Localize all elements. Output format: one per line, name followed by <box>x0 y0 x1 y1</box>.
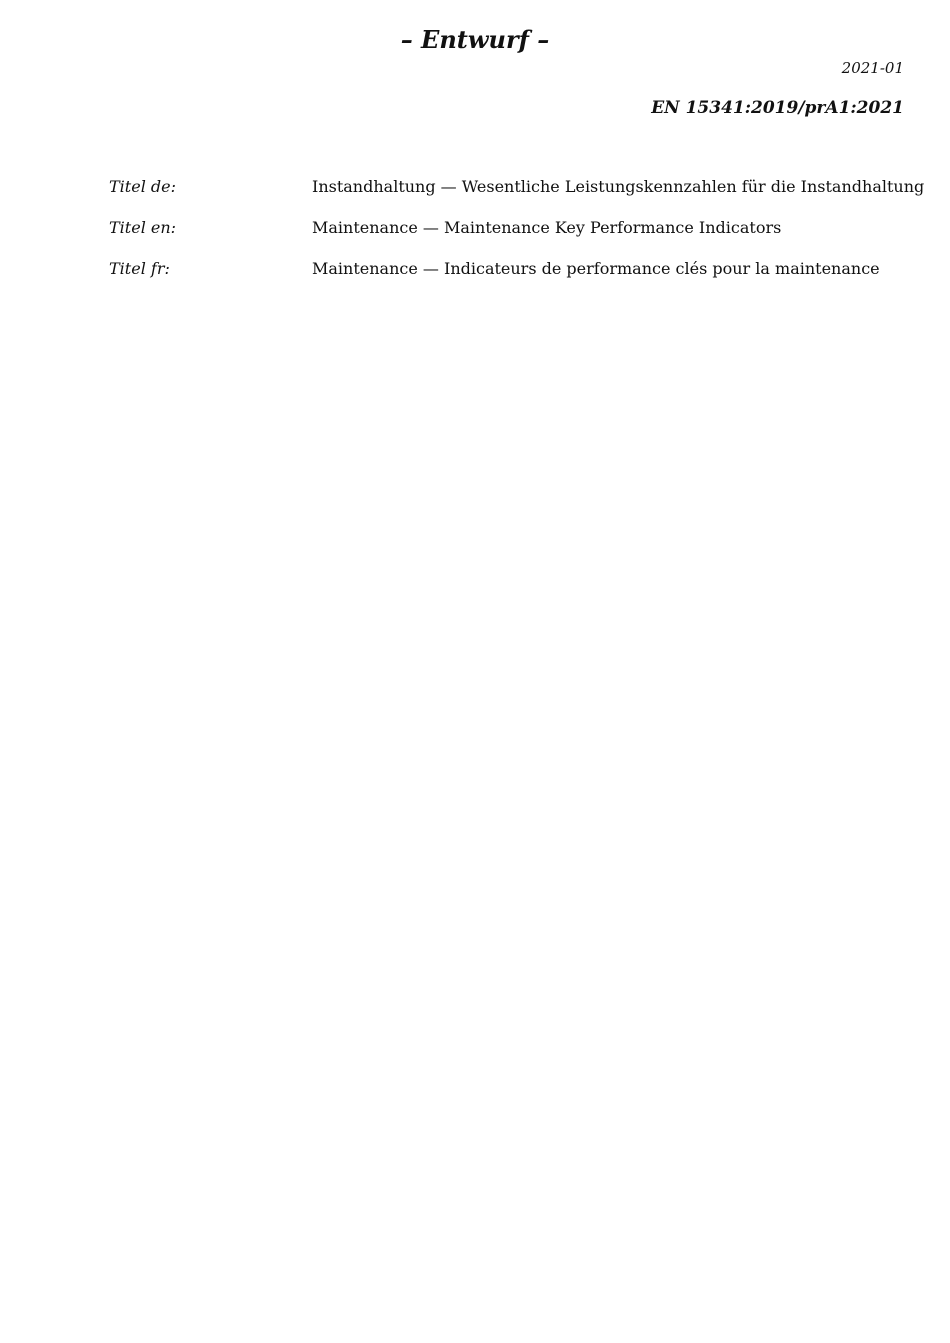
document-date: 2021-01 <box>841 59 904 77</box>
title-row-fr <box>109 256 909 297</box>
title-table <box>109 174 925 297</box>
title-row-de <box>109 174 925 215</box>
title-value-de: Instandhaltung — Wesentliche Leistungskennzahlen für die Instandhaltung <box>312 177 925 196</box>
title-row-en <box>109 215 909 256</box>
title-value-en: Maintenance — Maintenance Key Performance Indicators <box>312 218 782 237</box>
title-label-de: Titel de: <box>109 177 176 196</box>
title-value-fr: Maintenance — Indicateurs de performance clés pour la maintenance <box>312 259 880 278</box>
title-label-fr: Titel fr: <box>109 259 170 278</box>
draft-mark: – Entwurf – <box>400 25 550 54</box>
title-label-en: Titel en: <box>109 218 177 237</box>
document-number: EN 15341:2019/prA1:2021 <box>651 98 904 118</box>
